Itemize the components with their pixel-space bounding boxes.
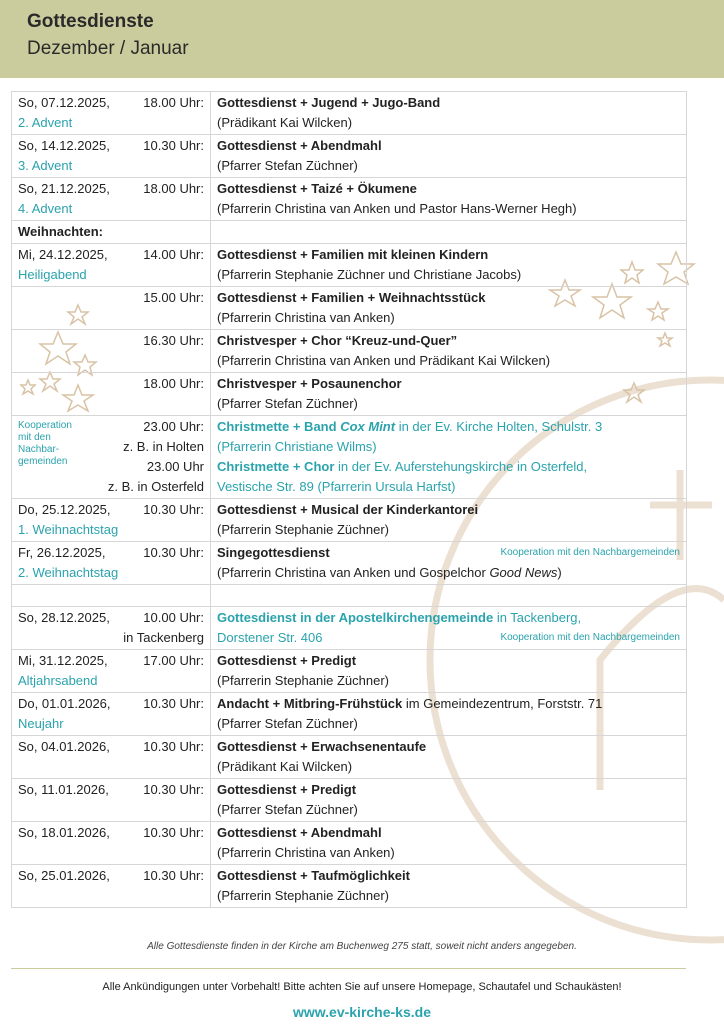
service-cell <box>211 542 687 585</box>
service-cell <box>211 330 687 373</box>
time-text: 18.00 Uhr: <box>143 181 204 196</box>
cooperation-note: mit den <box>18 432 51 443</box>
service-person: (Pfarrerin Christina van Anken und Pastor Hans-Werner Hegh) <box>217 201 577 216</box>
date-text: Do, 01.01.2026, <box>18 696 111 711</box>
table-row <box>12 736 687 779</box>
service-cell <box>211 416 687 499</box>
service-title: Gottesdienst + Taizé + Ökumene <box>217 181 417 196</box>
table-row <box>12 822 687 865</box>
cooperation-note: Nachbar- <box>18 444 60 455</box>
service-cell <box>211 178 687 221</box>
cooperation-note: Kooperation mit den Nachbargemeinden <box>500 632 680 643</box>
service-cell <box>211 92 687 135</box>
table-row <box>12 499 687 542</box>
cooperation-note: Kooperation <box>18 420 72 431</box>
table-row <box>12 693 687 736</box>
date-text: So, 28.12.2025, <box>18 610 110 625</box>
table-row <box>12 221 687 244</box>
date-cell <box>12 92 211 135</box>
date-cell <box>12 736 211 779</box>
table-row <box>12 178 687 221</box>
service-title: Gottesdienst + Abendmahl <box>217 825 382 840</box>
date-cell <box>12 244 211 287</box>
occasion-text: Altjahrsabend <box>18 673 98 688</box>
date-cell <box>12 542 211 585</box>
service-title-bold: Christmette + Band <box>217 419 337 434</box>
date-cell <box>12 330 211 373</box>
service-location: im Gemeindezentrum, Forststr. 71 <box>405 696 603 711</box>
service-title: Christvesper + Posaunenchor <box>217 376 402 391</box>
service-person: (Pfarrerin Christina van Anken) <box>217 310 395 325</box>
service-title: Gottesdienst + Predigt <box>217 653 357 668</box>
table-row <box>12 607 687 650</box>
service-title: Gottesdienst + Abendmahl <box>217 138 382 153</box>
service-title <box>217 694 680 714</box>
service-cell <box>211 693 687 736</box>
service-title: Christvesper + Chor “Kreuz-und-Quer” <box>217 333 458 348</box>
date-text: Mi, 31.12.2025, <box>18 653 108 668</box>
divider <box>11 968 686 969</box>
time-text: 18.00 Uhr: <box>143 376 204 391</box>
service-title: Gottesdienst + Familien + Weihnachtsstück <box>217 290 486 305</box>
time-text: 10.00 Uhr: <box>143 610 204 625</box>
service-cell <box>211 373 687 416</box>
table-row <box>12 330 687 373</box>
service-title: Gottesdienst + Jugend + Jugo-Band <box>217 95 441 110</box>
table-row <box>12 542 687 585</box>
time-text: 16.30 Uhr: <box>143 333 204 348</box>
time-text: 10.30 Uhr: <box>143 696 204 711</box>
service-cell <box>211 607 687 650</box>
page-subtitle: Dezember / Januar <box>27 38 189 59</box>
page-header <box>0 0 724 78</box>
service-location: in der Ev. Auferstehungskirche in Osterfeld, <box>338 459 588 474</box>
location-text: z. B. in Holten <box>123 439 204 454</box>
service-address: Dorstener Str. 406 <box>217 630 323 645</box>
service-person: (Pfarrer Stefan Züchner) <box>217 158 358 173</box>
date-text: So, 18.01.2026, <box>18 825 110 840</box>
date-cell <box>12 135 211 178</box>
empty-cell <box>211 585 687 607</box>
service-person: (Pfarrerin Christina van Anken) <box>217 845 395 860</box>
section-label-cell <box>12 221 211 244</box>
date-text: So, 25.01.2026, <box>18 868 110 883</box>
service-person: (Pfarrerin Stephanie Züchner und Christiane Jacobs) <box>217 267 522 282</box>
table-row <box>12 92 687 135</box>
service-person <box>217 563 680 583</box>
time-text: 10.30 Uhr: <box>143 502 204 517</box>
notice-text: Alle Ankündigungen unter Vorbehalt! Bitte achten Sie auf unsere Homepage, Schautafel und Schaukästen! <box>102 981 622 993</box>
service-person: (Pfarrerin Christiane Wilms) <box>217 439 377 454</box>
table-row <box>12 650 687 693</box>
service-person: (Prädikant Kai Wilcken) <box>217 759 353 774</box>
website-link[interactable]: www.ev-kirche-ks.de <box>293 1004 431 1020</box>
cooperation-note: Kooperation mit den Nachbargemeinden <box>500 547 680 558</box>
table-row-christmette <box>12 416 687 499</box>
occasion-text: Heiligabend <box>18 267 87 282</box>
occasion-text: 2. Advent <box>18 115 73 130</box>
occasion-text: 2. Weihnachtstag <box>18 565 119 580</box>
date-text: Fr, 26.12.2025, <box>18 545 106 560</box>
time-text: 10.30 Uhr: <box>143 782 204 797</box>
service-location: in Tackenberg, <box>496 610 582 625</box>
service-title: Gottesdienst + Predigt <box>217 782 357 797</box>
time-text: 18.00 Uhr: <box>143 95 204 110</box>
service-cell <box>211 135 687 178</box>
occasion-text: 3. Advent <box>18 158 73 173</box>
service-title: Gottesdienst + Familien mit kleinen Kindern <box>217 247 489 262</box>
occasion-text: 4. Advent <box>18 201 73 216</box>
service-cell <box>211 822 687 865</box>
service-cell <box>211 650 687 693</box>
table-row <box>12 244 687 287</box>
date-text: So, 11.01.2026, <box>18 782 109 797</box>
date-cell <box>12 499 211 542</box>
date-cell <box>12 779 211 822</box>
time-text: 10.30 Uhr: <box>143 739 204 754</box>
service-person: (Pfarrerin Stephanie Züchner) <box>217 673 389 688</box>
service-title-bold: Gottesdienst in der Apostelkirchengemeinde <box>217 610 494 625</box>
service-title: Gottesdienst + Erwachsenentaufe <box>217 739 427 754</box>
schedule-table <box>11 91 687 908</box>
service-person: Vestische Str. 89 (Pfarrerin Ursula Harfst) <box>217 479 456 494</box>
date-cell <box>12 822 211 865</box>
table-row <box>12 373 687 416</box>
date-cell <box>12 693 211 736</box>
band-name: Cox Mint <box>340 419 396 434</box>
service-person: (Pfarrerin Stephanie Züchner) <box>217 888 389 903</box>
footnote: Alle Gottesdienste finden in der Kirche am Buchenweg 275 statt, soweit nicht anders angegeben. <box>147 941 577 952</box>
cooperation-note: gemeinden <box>18 456 68 467</box>
table-row <box>12 135 687 178</box>
page-title: Gottesdienste <box>27 11 154 32</box>
time-text: 10.30 Uhr: <box>143 545 204 560</box>
service-cell <box>211 244 687 287</box>
service-person: (Pfarrerin Stephanie Züchner) <box>217 522 389 537</box>
service-person: (Pfarrer Stefan Züchner) <box>217 396 358 411</box>
date-cell <box>12 178 211 221</box>
date-text: So, 21.12.2025, <box>18 181 110 196</box>
service-person: (Prädikant Kai Wilcken) <box>217 115 353 130</box>
date-text: So, 04.01.2026, <box>18 739 110 754</box>
date-cell <box>12 287 211 330</box>
table-row <box>12 865 687 908</box>
time-text: 10.30 Uhr: <box>143 868 204 883</box>
service-title: Gottesdienst + Musical der Kinderkantorei <box>217 502 479 517</box>
date-cell <box>12 865 211 908</box>
service-title <box>217 608 680 628</box>
occasion-text: Neujahr <box>18 716 64 731</box>
time-text: 10.30 Uhr: <box>143 138 204 153</box>
choir-name: Good News <box>489 565 558 580</box>
service-person: (Pfarrer Stefan Züchner) <box>217 802 358 817</box>
service-cell <box>211 779 687 822</box>
date-text: Do, 25.12.2025, <box>18 502 111 517</box>
service-location: in der Ev. Kirche Holten, Schulstr. 3 <box>398 419 603 434</box>
time-text: 17.00 Uhr: <box>143 653 204 668</box>
service-cell <box>211 499 687 542</box>
service-person: (Pfarrer Stefan Züchner) <box>217 716 358 731</box>
person-text: (Pfarrerin Christina van Anken und Gospelchor <box>217 565 486 580</box>
time-text: 23.00 Uhr <box>146 459 204 474</box>
date-cell <box>12 607 211 650</box>
date-text: Mi, 24.12.2025, <box>18 247 108 262</box>
empty-cell <box>12 585 211 607</box>
date-cell <box>12 373 211 416</box>
date-text: So, 14.12.2025, <box>18 138 110 153</box>
time-text: 14.00 Uhr: <box>143 247 204 262</box>
service-cell <box>211 865 687 908</box>
person-text-end: ) <box>557 565 562 580</box>
table-row <box>12 779 687 822</box>
location-text: z. B. in Osterfeld <box>107 479 204 494</box>
date-text: So, 07.12.2025, <box>18 95 110 110</box>
date-cell <box>12 416 211 499</box>
service-title <box>217 457 680 477</box>
time-text: 15.00 Uhr: <box>143 290 204 305</box>
service-title: Singegottesdienst <box>217 545 330 560</box>
section-label: Weihnachten: <box>18 224 103 239</box>
service-cell <box>211 736 687 779</box>
service-title-bold: Andacht + Mitbring-Frühstück <box>217 696 403 711</box>
location-text: in Tackenberg <box>123 630 204 645</box>
date-cell <box>12 650 211 693</box>
empty-cell <box>211 221 687 244</box>
table-row <box>12 287 687 330</box>
time-text: 10.30 Uhr: <box>143 825 204 840</box>
occasion-text: 1. Weihnachtstag <box>18 522 119 537</box>
service-title-bold: Christmette + Chor <box>217 459 335 474</box>
service-title <box>217 417 680 437</box>
service-person: (Pfarrerin Christina van Anken und Prädikant Kai Wilcken) <box>217 353 551 368</box>
service-title: Gottesdienst + Taufmöglichkeit <box>217 868 410 883</box>
table-row-spacer <box>12 585 687 607</box>
service-cell <box>211 287 687 330</box>
time-text: 23.00 Uhr: <box>143 419 204 434</box>
